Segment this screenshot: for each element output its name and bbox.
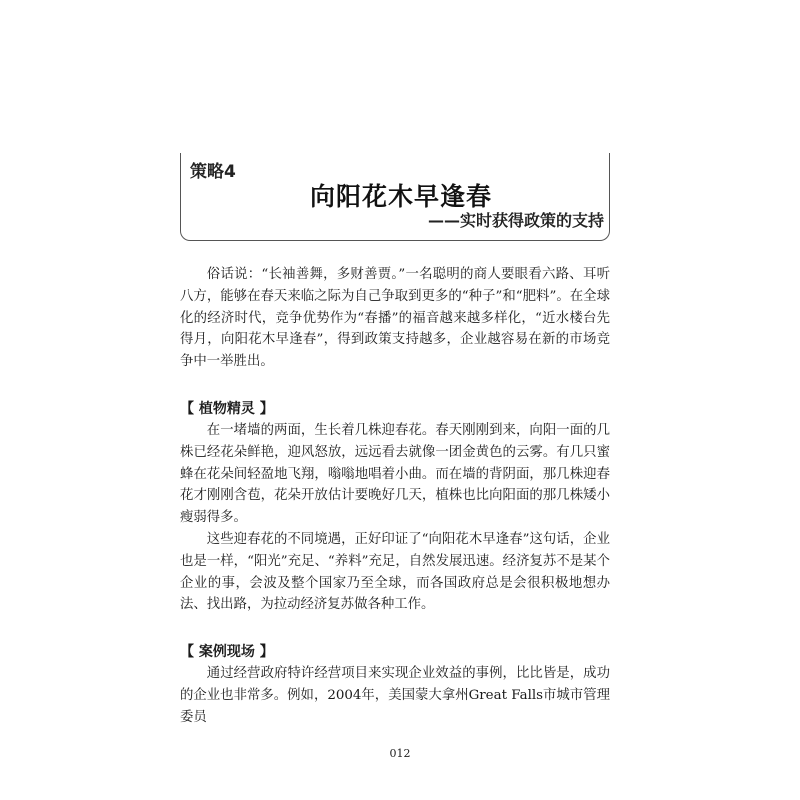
paragraph: 在一堵墙的两面，生长着几株迎春花。春天刚刚到来，向阳一面的几株已经花朵鲜艳，迎风怒放，远远看去就像一团金黄色的云雾。有几只蜜蜂在花朵间轻盈地飞翔，嗡嗡地唱着小曲。而在墙的背阴面，那几株迎春花才刚刚含苞，花朵开放估计要晚好几天，植株也比向阳面的那几株矮小瘦弱得多。 bbox=[180, 422, 610, 526]
page-number: 012 bbox=[389, 747, 411, 760]
section-heading-plant: 【 植物精灵 】 bbox=[180, 400, 274, 417]
intro-paragraph: 俗话说：“长袖善舞，多财善贾。”一名聪明的商人要眼看六路、耳听八方，能够在春天来临之际为自己争取到更多的“种子”和“肥料”。在全球化的经济时代，竞争优势作为“春播”的福音越来越多样化，“近水楼台先得月，向阳花木早逢春”，得到政策支持越多，企业越容易在新的市场竞争中一举胜出。 bbox=[180, 267, 610, 370]
chapter-subtitle: ——实时获得政策的支持 bbox=[427, 211, 604, 230]
paragraph: 通过经营政府特许经营项目来实现企业效益的事例，比比皆是，成功的企业也非常多。例如，2004年，美国蒙大拿州Great Falls市城市管理委员 bbox=[180, 666, 610, 725]
strategy-label: 策略4 bbox=[190, 162, 236, 182]
section-heading-case: 【 案例现场 】 bbox=[180, 644, 274, 661]
chapter-title: 向阳花木早逢春 bbox=[310, 182, 493, 211]
body-text bbox=[180, 264, 610, 729]
paragraph: 这些迎春花的不同境遇，正好印证了“向阳花木早逢春”这句话，企业也是一样，“阳光”充足、“养料”充足，自然发展迅速。经济复苏不是某个企业的事，会波及整个国家乃至全球，而各国政府总是会很积极地想办法、找出路，为拉动经济复苏做各种工作。 bbox=[180, 531, 610, 613]
